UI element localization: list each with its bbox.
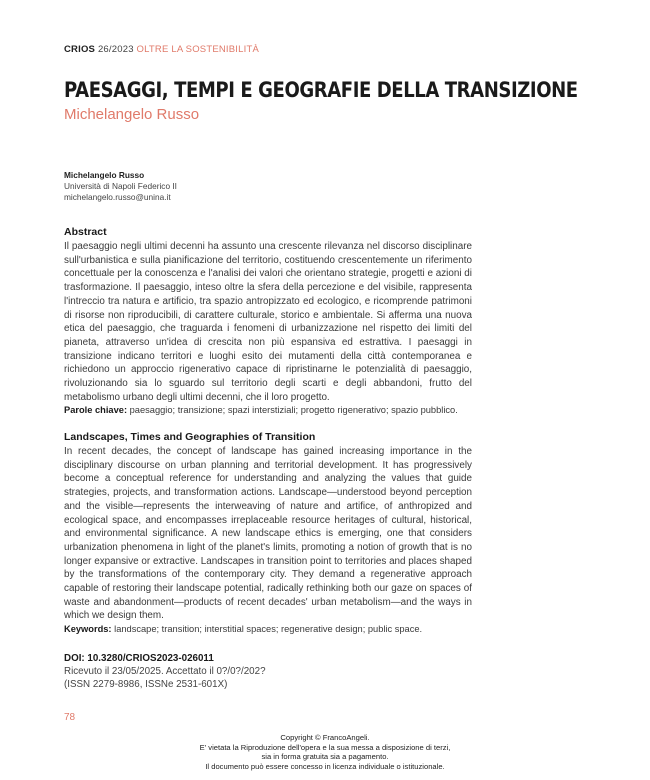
keywords-list: landscape; transition; interstitial spaces; regenerative design; public space.: [114, 624, 423, 635]
keywords-italian: [64, 404, 472, 418]
keywords-english: [64, 623, 472, 637]
journal-name: CRIOS: [64, 44, 96, 55]
copyright-line: Copyright © FrancoAngeli.: [280, 733, 370, 742]
doi-block: [64, 652, 266, 691]
copyright-line: E' vietata la Riproduzione dell'opera e la sua messa a disposizione di terzi,: [199, 742, 451, 752]
journal-header: [64, 44, 259, 55]
journal-series: OLTRE LA SOSTENIBILITÀ: [136, 44, 260, 55]
keywords-label: Parole chiave:: [64, 405, 128, 416]
english-abstract-text: In recent decades, the concept of landscape has gained increasing importance in the disciplinary discourse on urban planning and territorial development. It has progressively become a conceptual reference for understanding and analyzing the values that guide strategies, projects, and transformation actions. Landscape—understood beyond perception and the visible—represents the interweaving of nature and artifice, of anthropized and ecological space, and encompasses irreplaceable resource heritages of cultural, historical, and environmental significance. A new landscape ethics is emerging, one that considers urbanization phenomena in light of the planet's limits, promoting a notion of growth that is no longer expansive or extractive. Landscapes in transition point to territories and places shaped by the transformations of the contemporary city. They demand a regenerative approach capable of restoring their landscape potential, radically rethinking both our gaze on spaces of waste and abandonment—products of recent decades' urban metabolism—and the ways in which we design them.: [64, 446, 472, 622]
author-email[interactable]: michelangelo.russo@unina.it: [64, 192, 171, 202]
copyright-notice: [150, 733, 500, 771]
received-dates: Ricevuto il 23/05/2025. Accettato il 0?/0?/202?: [64, 666, 266, 677]
journal-issue: 26/2023: [97, 44, 134, 55]
abstract-italian: [64, 226, 472, 418]
author-affiliation: Università di Napoli Federico II: [64, 181, 177, 191]
abstract-english: [64, 431, 472, 637]
english-title-heading: Landscapes, Times and Geographies of Transition: [64, 431, 316, 443]
abstract-heading: Abstract: [64, 226, 107, 238]
issn: (ISSN 2279-8986, ISSNe 2531-601X): [64, 679, 228, 690]
keywords-list: paesaggio; transizione; spazi interstiziali; progetto rigenerativo; spazio pubblico.: [129, 405, 458, 416]
article-title: PAESAGGI, TEMPI E GEOGRAFIE DELLA TRANSIZIONE: [64, 78, 578, 102]
doi[interactable]: DOI: 10.3280/CRIOS2023-026011: [64, 653, 214, 664]
abstract-text: Il paesaggio negli ultimi decenni ha assunto una crescente rilevanza nel discorso disciplinare sull'urbanistica e sulla pianificazione del territorio, costituendo crescentemente un riferimento concettuale per la conoscenza e l'analisi dei valori che orientano strategie, progetti e azioni di trasformazione. Il paesaggio, inteso oltre la sfera della percezione e del visibile, rappresenta l'intreccio tra natura e artificio, tra spazio antropizzato ed ecologico, e ricomprende patrimoni di risorse non riproducibili, di carattere culturale, storico e ambientale. Si afferma una nuova etica del paesaggio, che traguarda i fenomeni di urbanizzazione nel rispetto dei limiti del pianeta, attraverso un'idea di crescita non più espansiva ed estrattiva. I paesaggi in transizione indicano territori e luoghi esito dei mutamenti della città contemporanea e richiedono un approccio rigenerativo capace di ripristinarne le potenzialità di paesaggio, rivoluzionando sia lo sguardo sul territorio degli scarti e degli abbandoni, frutto del metabolismo urbano degli ultimi decenni, che il loro progetto.: [64, 241, 472, 403]
keywords-label: Keywords:: [64, 624, 112, 635]
copyright-line: sia in forma gratuita sia a pagamento.: [261, 752, 389, 762]
author-info: [64, 170, 177, 203]
page-number: 78: [64, 712, 76, 723]
copyright-line: Il documento può essere concesso in licenza individuale o istituzionale.: [205, 761, 445, 771]
article-author: Michelangelo Russo: [64, 106, 200, 123]
author-name: Michelangelo Russo: [64, 170, 145, 180]
